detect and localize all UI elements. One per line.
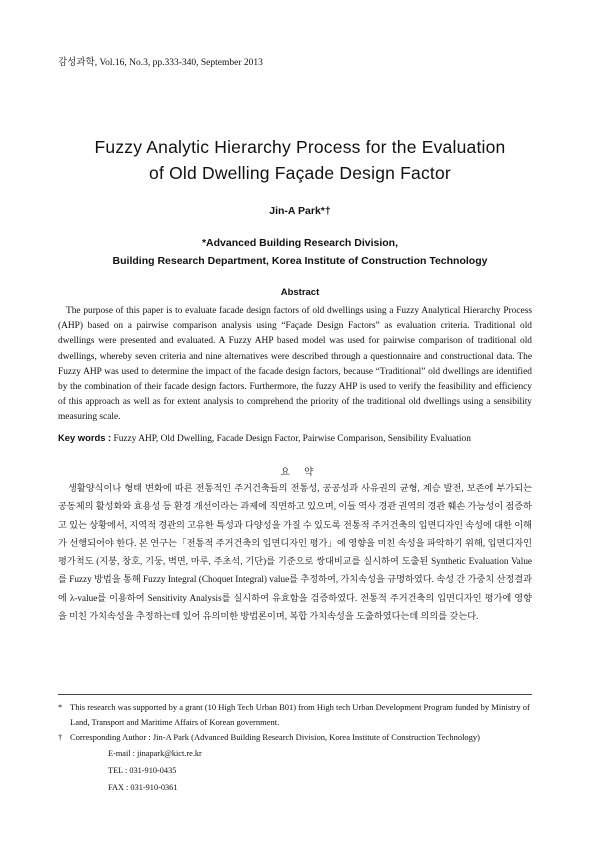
korean-abstract-body	[58, 479, 532, 625]
running-header: 감성과학, Vol.16, No.3, pp.333-340, September 2013	[58, 58, 263, 68]
footnote-corresponding-text: Corresponding Author : Jin-A Park (Advanced Building Research Division, Korea Institute of Construction Technology)	[70, 732, 481, 742]
keywords	[58, 431, 532, 446]
abstract-body	[58, 304, 532, 426]
contact-fax: FAX : 031-910-0361	[108, 783, 178, 792]
keywords-label: Key words :	[58, 432, 112, 443]
paper-title-line-1: Fuzzy Analytic Hierarchy Process for the Evaluation	[94, 137, 506, 157]
footnote-funding-mark: *	[58, 702, 63, 712]
korean-abstract-text: 생활양식이나 형태 변화에 따른 전통적인 주거건축들의 전통성, 공공성과 사유권의 균형, 계승 발전, 보존에 부가되는 공동체의 활성화와 효용성 등 환경 개선이라는 과제에 직면하고 있으며, 이들 역사 경관 권역의 경관 훼손 가능성이 점증하고 있는 상황에서, 지역적 경관의 고유한 특성과 다양성을 가질 수 있도록 전통적 주거건축의 입면디자인 속성에 대한 이해가 선행되어야 한다. 본 연구는「전통적 주거건축의 입면디자인 평가」에 영향을 미친 속성을 파악하기 위해, 입면디자인 평가척도 (지붕, 창호, 기둥, 벽면, 마루, 주초석, 기단)를 기준으로 쌍대비교를 실시하여 도출된 Synthetic Evaluation Value를 Fuzzy 방법을 통해 Fuzzy Integral (Choquet Integral) value를 추정하여, 가치속성을 규명하였다. 속성 간 가중치 산정결과에 λ-value를 이용하여 Sensitivity Analysis를 실시하여 유효함을 검증하였다. 전통적 주거건축의 입면디자인 평가에 영향을 미친 가치속성을 추정하는데 있어 유의미한 방법론이며, 복합 가치속성을 도출하였다는데 의의를 갖는다.	[58, 483, 532, 622]
abstract-heading: Abstract	[280, 287, 320, 298]
footnote-corresponding	[58, 730, 532, 745]
footnote-funding	[58, 700, 532, 730]
author-name: Jin-A Park*†	[269, 205, 331, 217]
contact-tel: TEL : 031-910-0435	[108, 766, 177, 775]
affiliation-line-1: *Advanced Building Research Division,	[201, 237, 399, 249]
footnote-funding-text: This research was supported by a grant (10 High Tech Urban B01) from High tech Urban Development Program funded by Ministry of Land, Transport and Maritime Affairs of Korean government.	[70, 702, 530, 727]
affiliation-line-2: Building Research Department, Korea Institute of Construction Technology	[112, 255, 488, 267]
paper-title	[0, 134, 600, 186]
footnote-divider	[58, 694, 532, 695]
abstract-text: The purpose of this paper is to evaluate facade design factors of old dwellings using a Fuzzy Analytical Hierarchy Process (AHP) based on a pairwise comparison analysis using “Façade Design Factors” as evaluation criteria. Traditional old dwellings were presented and evaluated. A Fuzzy AHP based model was used for pairwise comparison of traditional old dwellings, whereby seven criteria and nine alternatives were described through a questionnaire and constructional data. The Fuzzy AHP was used to determine the impact of the facade design factors, because “Traditional” old dwellings are identified by the combination of their facade design factors. Furthermore, the fuzzy AHP is used to verify the feasibility and efficiency of this approach as well as for extent analysis to comprehend the priority of the traditional old dwellings using a sensibility measuring scale.	[58, 306, 532, 423]
affiliation	[0, 234, 600, 270]
contact-email: E-mail : jinapark@kict.re.kr	[108, 749, 202, 758]
paper-title-line-2: of Old Dwelling Façade Design Factor	[149, 163, 451, 183]
korean-abstract-heading: 요 약	[280, 468, 320, 478]
footnote-corresponding-mark: †	[58, 732, 63, 742]
keywords-text: Fuzzy AHP, Old Dwelling, Facade Design Factor, Pairwise Comparison, Sensibility Evaluation	[111, 434, 471, 444]
footnotes	[58, 700, 532, 796]
